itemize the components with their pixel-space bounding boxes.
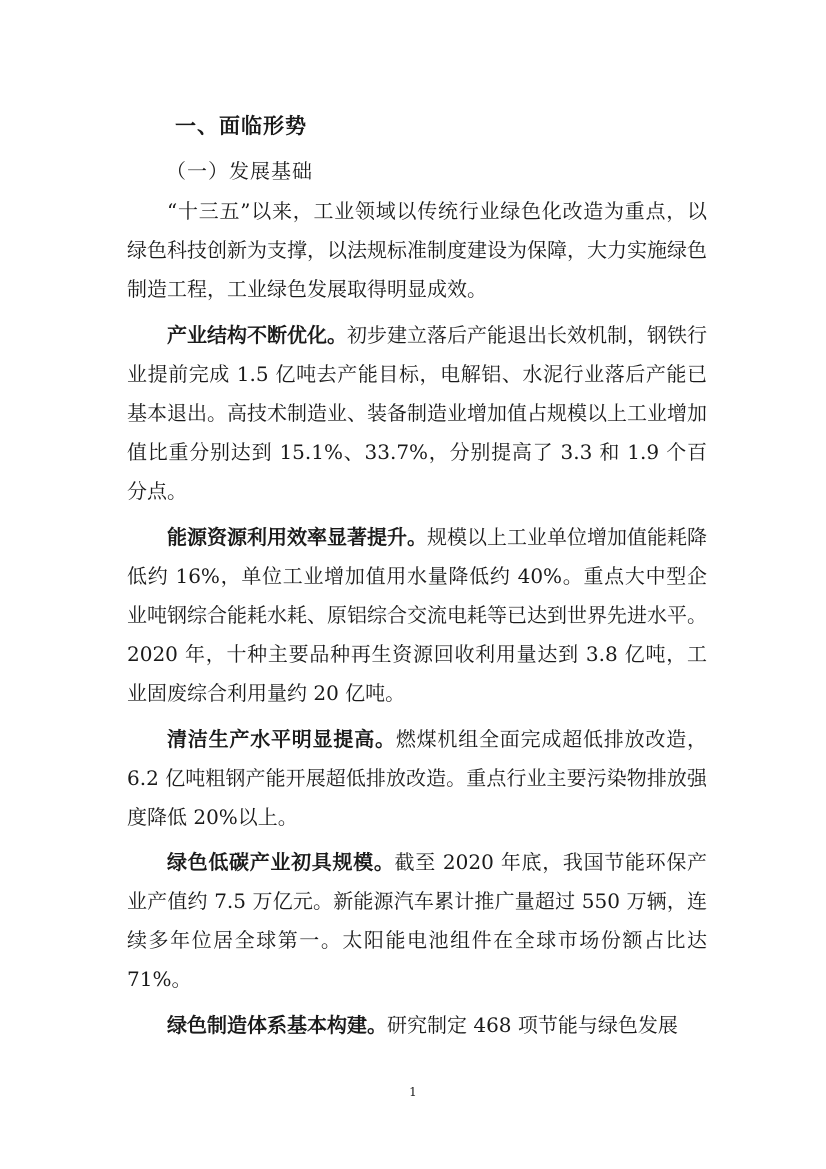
paragraph-industrial-structure [127,316,707,511]
paragraph-intro [127,192,707,309]
paragraph-lead: 清洁生产水平明显提高。 [167,727,396,751]
paragraph-text: 燃煤机组全面完成超低排放改造，6.2 亿吨粗钢产能开展超低排放改造。重点行业主要污染物排放强度降低 20%以上。 [127,727,708,829]
paragraph-text: 截至 2020 年底，我国节能环保产业产值约 7.5 万亿元。新能源汽车累计推广量超过 550 万辆，连续多年位居全球第一。太阳能电池组件在全球市场份额占比达 71%。 [127,850,707,991]
subsection-heading: （一）发展基础 [166,159,313,183]
paragraph-lead: 产业结构不断优化。 [167,323,347,347]
paragraph-text: 研究制定 468 项节能与绿色发展 [387,1013,678,1037]
paragraph-clean-production [127,720,707,837]
paragraph-lead: 绿色低碳产业初具规模。 [167,850,395,874]
paragraph-text: 初步建立落后产能退出长效机制，钢铁行业提前完成 1.5 亿吨去产能目标，电解铝、水泥行业落后产能已基本退出。高技术制造业、装备制造业增加值占规模以上工业增加值比重分别达到 15.1%、33.7%，分别提高了 3.3 和 1.9 个百分点。 [127,323,707,503]
paragraph-text: 规模以上工业单位增加值能耗降低约 16%，单位工业增加值用水量降低约 40%。重点大中型企业吨钢综合能耗水耗、原铝综合交流电耗等已达到世界先进水平。2020 年，十种主要品种再生资源回收利用量达到 3.8 亿吨，工业固废综合利用量约 20 亿吨。 [127,525,707,705]
page-number: 1 [409,1085,417,1099]
section-heading: 一、面临形势 [175,114,307,138]
paragraph-lead: 绿色制造体系基本构建。 [167,1013,387,1037]
paragraph-text: “十三五”以来，工业领域以传统行业绿色化改造为重点，以绿色科技创新为支撑，以法规标准制度建设为保障，大力实施绿色制造工程，工业绿色发展取得明显成效。 [127,199,707,301]
paragraph-green-industry [127,843,707,999]
paragraph-lead: 能源资源利用效率显著提升。 [167,525,427,549]
paragraph-energy-efficiency [127,518,707,713]
paragraph-green-manufacturing [127,1006,707,1045]
